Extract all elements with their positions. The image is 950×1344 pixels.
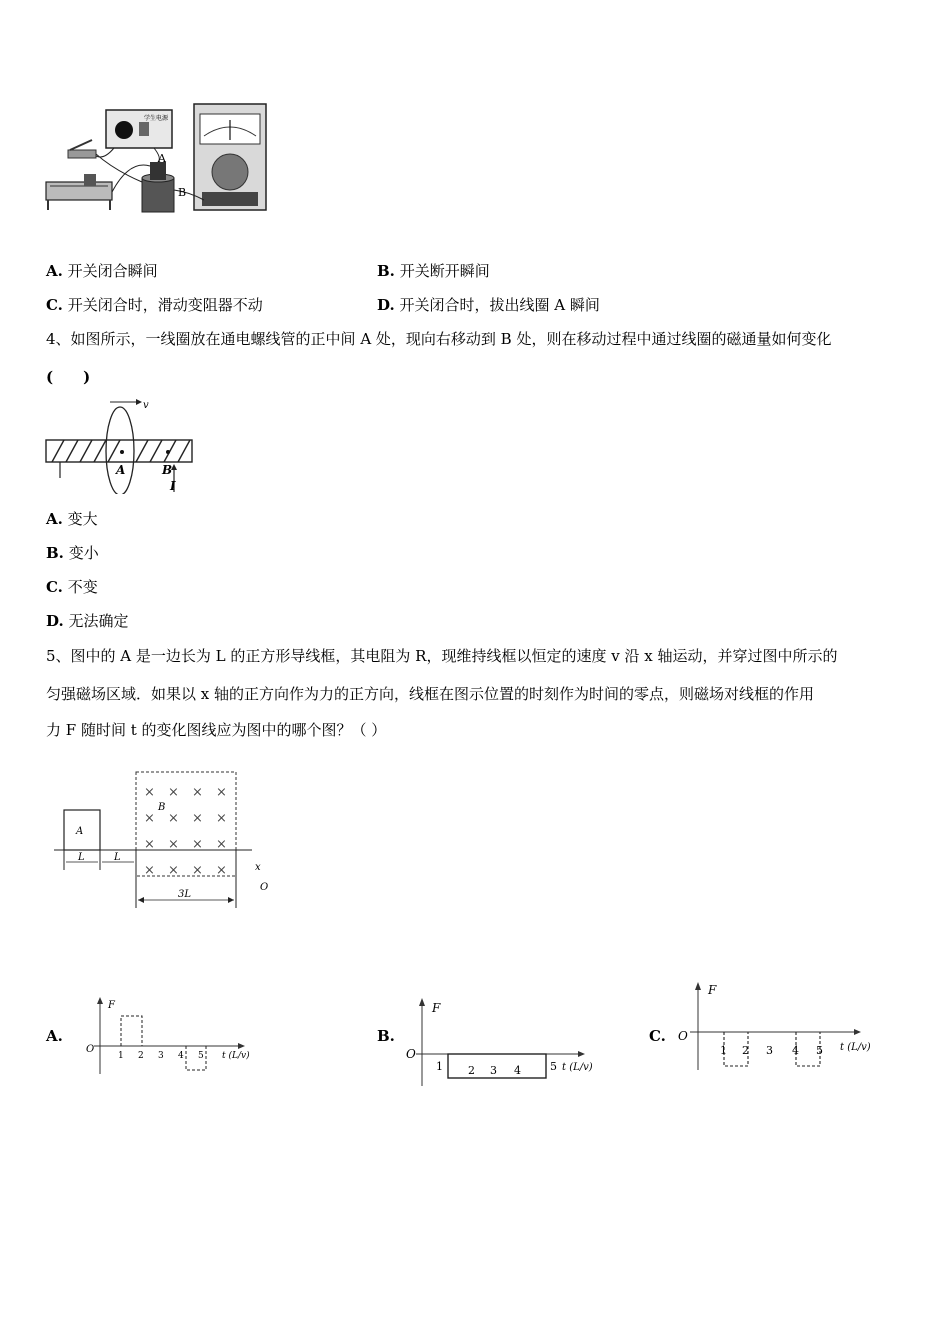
option-label: C. [46, 578, 63, 596]
graph-option-c[interactable] [676, 978, 886, 1074]
svg-text:2: 2 [742, 1044, 749, 1057]
q5-stem-line-3: 力 F 随时间 t 的变化图线应为图中的哪个图？（ ） [46, 721, 387, 739]
length-label-3l: 3L [178, 889, 192, 900]
label-b: B [162, 463, 173, 477]
svg-text:×: × [168, 785, 179, 800]
svg-text:×: × [216, 811, 227, 826]
svg-text:×: × [144, 811, 155, 826]
ring-coil [106, 407, 134, 494]
svg-text:×: × [192, 811, 203, 826]
option-label: B. [377, 262, 395, 280]
f-axis-label: F [432, 1001, 441, 1015]
field-label-b: B [158, 802, 166, 813]
option-label: A. [46, 1027, 63, 1045]
svg-text:2: 2 [138, 1051, 144, 1061]
svg-text:×: × [192, 863, 203, 878]
q5-option-b-label[interactable] [377, 1026, 395, 1046]
svg-text:×: × [216, 785, 227, 800]
velocity-label: v [143, 400, 149, 411]
tick-labels [720, 1044, 823, 1057]
t-axis-label: t (L/v) [840, 1042, 871, 1053]
tick-labels [118, 1051, 204, 1061]
f-axis-label: F [108, 1000, 115, 1011]
svg-text:3: 3 [490, 1064, 497, 1077]
label-a: A [158, 152, 166, 165]
svg-text:1: 1 [436, 1060, 443, 1073]
t-axis-label: t (L/v) [562, 1062, 593, 1073]
svg-text:×: × [192, 785, 203, 800]
q4-stem-line-1: 4、如图所示，一线圈放在通电螺线管的正中间 A 处，现向右移动到 B 处，则在移动过程中通过线圈的磁通量如何变化 [46, 330, 832, 348]
option-label: D. [377, 296, 395, 314]
point-b [166, 450, 170, 454]
svg-text:4: 4 [514, 1064, 521, 1077]
svg-text:×: × [144, 863, 155, 878]
svg-text:×: × [168, 863, 179, 878]
svg-text:2: 2 [468, 1064, 475, 1077]
svg-text:×: × [168, 837, 179, 852]
svg-text:5: 5 [816, 1044, 823, 1057]
svg-text:1: 1 [720, 1044, 727, 1057]
switch [68, 150, 96, 158]
q5-option-c-label[interactable] [649, 1026, 666, 1046]
svg-text:×: × [216, 837, 227, 852]
q5-option-a-label[interactable] [46, 1026, 63, 1046]
magnetic-field-figure [52, 766, 276, 910]
option-text: 无法确定 [68, 612, 129, 630]
option-label: D. [46, 612, 64, 630]
option-text: 不变 [67, 578, 98, 596]
field-crosses [144, 785, 227, 878]
svg-text:5: 5 [198, 1051, 204, 1061]
svg-text:×: × [192, 837, 203, 852]
option-label: A. [46, 510, 63, 528]
option-label: C. [649, 1027, 666, 1045]
option-label: B. [377, 1027, 395, 1045]
q4-option-b[interactable] [46, 543, 99, 563]
t-axis-label: t (L/v) [222, 1051, 250, 1061]
current-label: I [170, 479, 176, 493]
frame-label-a: A [76, 826, 84, 837]
svg-text:×: × [168, 811, 179, 826]
q5-stem-line-2: 匀强磁场区域．如果以 x 轴的正方向作为力的正方向，线框在图示位置的时刻作为时间的零点，则磁场对线框的作用 [46, 685, 815, 703]
origin-label: O [406, 1047, 416, 1061]
point-a [120, 450, 124, 454]
q3-option-a[interactable] [46, 261, 158, 281]
svg-text:×: × [144, 837, 155, 852]
q4-option-d[interactable] [46, 611, 129, 631]
svg-text:×: × [144, 785, 155, 800]
option-label: B. [46, 544, 64, 562]
option-text: 开关闭合时，拔出线圈 A 瞬间 [399, 296, 600, 314]
origin-label: O [260, 882, 269, 893]
origin-label: O [678, 1029, 688, 1043]
coil-b [142, 178, 174, 212]
svg-text:4: 4 [178, 1051, 184, 1061]
option-text: 开关闭合瞬间 [67, 262, 158, 280]
graph-option-a[interactable] [84, 994, 264, 1078]
svg-text:4: 4 [792, 1044, 799, 1057]
label-b: B [178, 186, 187, 199]
graph-option-b[interactable] [404, 994, 604, 1090]
svg-text:5: 5 [550, 1060, 557, 1073]
f-axis-label: F [708, 983, 717, 997]
svg-text:×: × [216, 863, 227, 878]
label-a: A [116, 463, 126, 477]
svg-text:1: 1 [118, 1051, 124, 1061]
origin-label: O [86, 1044, 95, 1055]
force-pulse-positive [121, 1016, 142, 1046]
force-negative-block [448, 1054, 546, 1078]
svg-text:3: 3 [766, 1044, 773, 1057]
solenoid-figure [44, 398, 196, 494]
length-label-2: L [114, 852, 121, 863]
option-text: 开关闭合时，滑动变阻器不动 [67, 296, 263, 314]
q4-stem-line-2: ( ) [46, 368, 91, 386]
option-label: A. [46, 262, 63, 280]
rheostat [46, 182, 112, 200]
q5-stem-line-1: 5、图中的 A 是一边长为 L 的正方形导线框，其电阻为 R，现维持线框以恒定的速度 v 沿 x 轴运动，并穿过图中所示的 [46, 647, 838, 665]
tick-labels [436, 1060, 557, 1077]
length-label-1: L [78, 852, 85, 863]
q3-option-c[interactable] [46, 295, 263, 315]
option-text: 开关断开瞬间 [399, 262, 490, 280]
power-knob [115, 121, 133, 139]
q3-option-d[interactable] [377, 295, 600, 315]
q4-option-c[interactable] [46, 577, 98, 597]
option-text: 变小 [68, 544, 99, 562]
svg-text:3: 3 [158, 1051, 164, 1061]
power-supply-label: 学生电源 [144, 115, 169, 122]
q3-option-b[interactable] [377, 261, 490, 281]
option-label: C. [46, 296, 63, 314]
option-text: 变大 [67, 510, 98, 528]
q4-option-a[interactable] [46, 509, 98, 529]
x-axis-label: x [255, 862, 261, 873]
apparatus-figure [44, 100, 272, 218]
